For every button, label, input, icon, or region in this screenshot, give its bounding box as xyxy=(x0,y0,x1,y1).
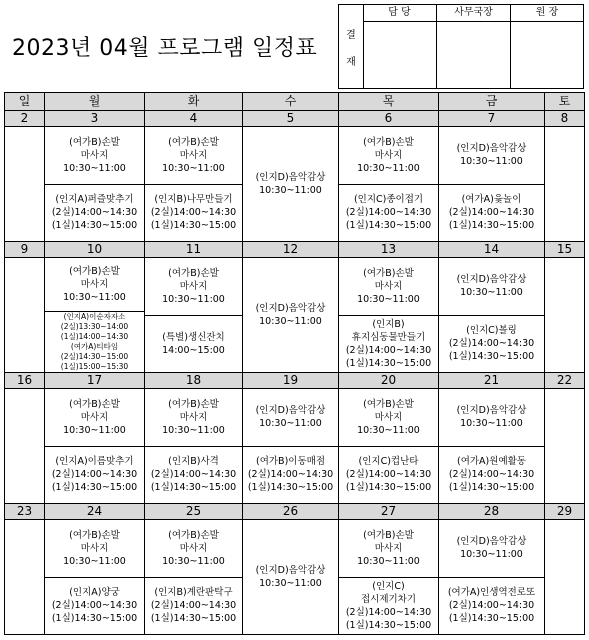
program-entry xyxy=(45,447,144,504)
week-row xyxy=(5,389,585,504)
program-line: (여가B)손발 xyxy=(69,398,120,410)
program-line: (인지B) xyxy=(372,318,405,330)
program-line: 10:30~11:00 xyxy=(357,162,420,174)
date-number: 9 xyxy=(5,242,45,258)
program-line: (2실)14:00~14:30 xyxy=(448,600,535,612)
day-cell xyxy=(243,258,339,373)
program-line: (여가B)손발 xyxy=(69,529,120,541)
program-entry xyxy=(45,389,144,447)
program-line: 10:30~11:00 xyxy=(460,156,523,168)
program-entry xyxy=(145,127,242,185)
program-line: (여가A)원예활동 xyxy=(457,456,526,468)
program-line: 10:30~11:00 xyxy=(162,555,225,567)
program-line: 14:00~15:00 xyxy=(162,344,225,356)
program-line: (2실)14:00~14:30 xyxy=(448,207,535,219)
program-entry xyxy=(45,312,144,372)
date-number: 25 xyxy=(145,504,243,520)
date-number: 28 xyxy=(439,504,545,520)
date-number: 18 xyxy=(145,373,243,389)
day-cell xyxy=(5,389,45,504)
day-cell xyxy=(243,389,339,504)
day-cell xyxy=(45,389,145,504)
day-cell xyxy=(339,520,439,635)
program-line: (2실)14:00~14:30 xyxy=(150,600,237,612)
day-cell xyxy=(45,520,145,635)
program-line: 10:30~11:00 xyxy=(460,418,523,430)
day-cell xyxy=(545,127,585,242)
program-line: 마사지 xyxy=(374,411,403,423)
date-number: 20 xyxy=(339,373,439,389)
weekday-header: 토 xyxy=(545,93,585,111)
program-line: 마사지 xyxy=(374,542,403,554)
header xyxy=(4,4,584,89)
program-line: (인지A)이름맞추기 xyxy=(55,456,134,468)
program-line: (여가B)손발 xyxy=(168,267,219,279)
program-line: 마사지 xyxy=(80,279,109,290)
day-cell xyxy=(439,520,545,635)
date-number: 6 xyxy=(339,111,439,127)
program-line: (인지D)음악감상 xyxy=(456,143,527,155)
program-line: (1실)14:30~15:00 xyxy=(345,482,432,494)
program-line: 마사지 xyxy=(179,280,208,292)
program-line: (인지D)음악감상 xyxy=(255,565,326,576)
program-line: (1실)14:30~15:00 xyxy=(345,619,432,631)
program-line: 마사지 xyxy=(179,542,208,554)
program-line: 10:30~11:00 xyxy=(63,424,126,436)
day-cell xyxy=(439,127,545,242)
program-line: (1실)14:30~15:00 xyxy=(51,613,138,625)
program-line: (2실)14:00~14:30 xyxy=(345,207,432,219)
program-entry xyxy=(45,258,144,312)
program-line: (2실)14:00~14:30 xyxy=(51,469,138,481)
date-number: 10 xyxy=(45,242,145,258)
program-entry xyxy=(439,578,544,635)
program-line: (인지D)음악감상 xyxy=(255,303,326,314)
day-cell xyxy=(145,389,243,504)
approval-role: 원 장 xyxy=(511,5,583,22)
weekday-header: 화 xyxy=(145,93,243,111)
program-line: (인지B)사격 xyxy=(168,456,219,468)
program-entry xyxy=(439,185,544,242)
program-line: (2실)14:00~14:30 xyxy=(150,207,237,219)
program-line: 마사지 xyxy=(80,149,109,161)
program-line: 10:30~11:00 xyxy=(259,185,322,196)
program-line: (인지D)음악감상 xyxy=(255,172,326,183)
program-line: (여가B)손발 xyxy=(69,136,120,148)
program-line: (인지A)이순자자소 xyxy=(63,312,126,321)
program-entry xyxy=(145,447,242,504)
program-line: (1실)14:30~15:00 xyxy=(345,357,432,369)
program-entry xyxy=(243,127,338,241)
weekday-header: 월 xyxy=(45,93,145,111)
program-line: (여가B)손발 xyxy=(363,529,414,541)
program-line: 10:30~11:00 xyxy=(259,316,322,327)
program-line: (여가B)손발 xyxy=(168,529,219,541)
approval-box xyxy=(338,4,584,89)
program-line: (인지A)퍼즐맞추기 xyxy=(55,194,134,206)
program-line: (2실)14:00~14:30 xyxy=(345,469,432,481)
program-line: (1실)14:30~15:00 xyxy=(51,220,138,232)
weekday-header: 수 xyxy=(243,93,339,111)
date-number: 5 xyxy=(243,111,339,127)
day-cell xyxy=(243,520,339,635)
program-line: 마사지 xyxy=(374,280,403,292)
program-entry xyxy=(145,316,242,373)
day-cell xyxy=(5,127,45,242)
program-entry xyxy=(145,389,242,447)
date-number: 14 xyxy=(439,242,545,258)
program-entry xyxy=(339,127,438,185)
program-line: (인지C) xyxy=(372,580,405,592)
date-number: 27 xyxy=(339,504,439,520)
program-line: (2실)14:00~14:30 xyxy=(247,469,334,481)
program-line: (여가B)손발 xyxy=(363,267,414,279)
program-line: 10:30~11:00 xyxy=(162,162,225,174)
program-entry xyxy=(145,578,242,635)
date-number: 21 xyxy=(439,373,545,389)
program-entry xyxy=(439,316,544,373)
program-entry xyxy=(243,520,338,634)
approval-role: 담 당 xyxy=(363,5,436,22)
program-line: (여가B)손발 xyxy=(69,266,120,277)
date-number: 4 xyxy=(145,111,243,127)
program-line: (여가B)손발 xyxy=(363,398,414,410)
date-number: 3 xyxy=(45,111,145,127)
approval-col-staff xyxy=(363,5,437,88)
program-entry xyxy=(45,127,144,185)
day-cell xyxy=(243,127,339,242)
program-line: (인지B)계란판탁구 xyxy=(154,587,233,599)
date-number: 19 xyxy=(243,373,339,389)
day-cell xyxy=(45,127,145,242)
day-cell xyxy=(145,127,243,242)
date-row xyxy=(5,373,585,389)
day-cell xyxy=(545,258,585,373)
date-number: 11 xyxy=(145,242,243,258)
program-line: (인지C)볼링 xyxy=(466,325,517,337)
program-entry xyxy=(145,185,242,242)
program-line: (인지D)음악감상 xyxy=(255,405,326,417)
date-number: 2 xyxy=(5,111,45,127)
date-number: 23 xyxy=(5,504,45,520)
program-entry xyxy=(339,389,438,447)
program-line: 마사지 xyxy=(80,411,109,423)
program-line: (2실)14:00~14:30 xyxy=(51,207,138,219)
program-line: (인지D)음악감상 xyxy=(456,536,527,548)
program-entry xyxy=(243,258,338,372)
program-line: (1실)14:30~15:00 xyxy=(150,613,237,625)
program-line: (2실)14:00~14:30 xyxy=(448,469,535,481)
week-row xyxy=(5,127,585,242)
program-line: (1실)14:30~15:00 xyxy=(150,220,237,232)
schedule-sheet xyxy=(4,4,584,636)
program-line: 10:30~11:00 xyxy=(460,287,523,299)
day-cell xyxy=(545,520,585,635)
program-line: (2실)14:00~14:30 xyxy=(345,344,432,356)
date-number: 22 xyxy=(545,373,585,389)
program-line: (2실)14:00~14:30 xyxy=(150,469,237,481)
program-line: (인지C)종이접기 xyxy=(353,194,424,206)
program-line: 10:30~11:00 xyxy=(259,578,322,589)
program-line: (1실)15:00~15:30 xyxy=(60,362,129,371)
program-line: 10:30~11:00 xyxy=(357,555,420,567)
weekday-header: 목 xyxy=(339,93,439,111)
date-number: 29 xyxy=(545,504,585,520)
program-line: (1실)14:30~15:00 xyxy=(51,482,138,494)
date-number: 16 xyxy=(5,373,45,389)
weekday-header: 일 xyxy=(5,93,45,111)
approval-label xyxy=(339,5,364,88)
day-cell xyxy=(339,258,439,373)
program-line: (1실)14:30~15:00 xyxy=(448,613,535,625)
day-cell xyxy=(5,520,45,635)
program-line: (1실)14:30~15:00 xyxy=(345,220,432,232)
date-number: 8 xyxy=(545,111,585,127)
program-entry xyxy=(339,185,438,242)
approval-label-2: 재 xyxy=(346,56,356,68)
program-line: (인지C)컵난타 xyxy=(358,456,419,468)
weekday-header-row xyxy=(5,93,585,111)
program-line: 10:30~11:00 xyxy=(63,555,126,567)
program-line: 마사지 xyxy=(80,542,109,554)
program-entry xyxy=(439,520,544,578)
program-entry xyxy=(145,520,242,578)
approval-label-1: 결 xyxy=(346,29,356,41)
weekday-header: 금 xyxy=(439,93,545,111)
program-line: 10:30~11:00 xyxy=(460,549,523,561)
program-line: 10:30~11:00 xyxy=(357,424,420,436)
day-cell xyxy=(145,520,243,635)
program-line: (1실)14:00~14:30 xyxy=(60,332,129,341)
program-line: (여가B)손발 xyxy=(168,136,219,148)
program-entry xyxy=(243,389,338,447)
program-entry xyxy=(243,447,338,504)
program-entry xyxy=(145,258,242,316)
program-line: (여가A)윷놀이 xyxy=(461,194,522,206)
program-line: 10:30~11:00 xyxy=(162,293,225,305)
date-row xyxy=(5,111,585,127)
program-line: (여가B)이동매점 xyxy=(256,456,325,468)
page-title: 2023년 04월 프로그램 일정표 xyxy=(12,36,318,61)
program-line: 마사지 xyxy=(374,149,403,161)
program-entry xyxy=(339,578,438,635)
program-entry xyxy=(45,520,144,578)
date-number: 26 xyxy=(243,504,339,520)
date-number: 7 xyxy=(439,111,545,127)
program-line: (특별)생신잔치 xyxy=(162,331,225,343)
program-line: (2실)14:00~14:30 xyxy=(448,338,535,350)
week-row xyxy=(5,258,585,373)
program-line: (2실)14:00~14:30 xyxy=(345,606,432,618)
day-cell xyxy=(5,258,45,373)
approval-col-manager xyxy=(437,5,511,88)
program-entry xyxy=(439,258,544,316)
program-line: 접시제기차기 xyxy=(360,593,417,605)
program-line: (인지D)음악감상 xyxy=(456,405,527,417)
program-line: (2실)14:30~15:00 xyxy=(60,352,129,361)
day-cell xyxy=(439,258,545,373)
day-cell xyxy=(545,389,585,504)
day-cell xyxy=(339,389,439,504)
program-entry xyxy=(339,316,438,373)
day-cell xyxy=(145,258,243,373)
program-line: 10:30~11:00 xyxy=(63,162,126,174)
program-line: (여가B)손발 xyxy=(168,398,219,410)
program-line: (1실)14:30~15:00 xyxy=(150,482,237,494)
program-entry xyxy=(339,258,438,316)
program-line: (여가A)티타임 xyxy=(70,342,119,351)
program-line: 10:30~11:00 xyxy=(259,418,322,430)
program-entry xyxy=(339,447,438,504)
program-line: (여가B)손발 xyxy=(363,136,414,148)
day-cell xyxy=(45,258,145,373)
date-number: 13 xyxy=(339,242,439,258)
program-entry xyxy=(439,389,544,447)
program-line: (인지D)음악감상 xyxy=(456,274,527,286)
week-row xyxy=(5,520,585,635)
program-line: 휴지심동물만들기 xyxy=(351,331,426,343)
program-line: (1실)14:30~15:00 xyxy=(448,482,535,494)
program-line: 10:30~11:00 xyxy=(162,424,225,436)
approval-role: 사무국장 xyxy=(437,5,510,22)
program-line: (여가A)인생역전로또 xyxy=(447,587,536,599)
program-line: (1실)14:30~15:00 xyxy=(448,351,535,363)
program-line: (인지A)양궁 xyxy=(69,587,120,599)
program-line: (인지B)나무만들기 xyxy=(154,194,233,206)
program-entry xyxy=(339,520,438,578)
program-line: (2실)13:30~14:00 xyxy=(60,322,129,331)
program-entry xyxy=(439,127,544,185)
calendar-grid xyxy=(4,92,585,635)
date-row xyxy=(5,242,585,258)
program-line: (1실)14:30~15:00 xyxy=(247,482,334,494)
day-cell xyxy=(339,127,439,242)
program-line: 10:30~11:00 xyxy=(63,292,126,303)
program-line: (2실)14:00~14:30 xyxy=(51,600,138,612)
date-number: 24 xyxy=(45,504,145,520)
date-number: 15 xyxy=(545,242,585,258)
day-cell xyxy=(439,389,545,504)
date-row xyxy=(5,504,585,520)
approval-col-director xyxy=(511,5,583,88)
program-entry xyxy=(45,185,144,242)
date-number: 12 xyxy=(243,242,339,258)
program-line: (1실)14:30~15:00 xyxy=(448,220,535,232)
date-number: 17 xyxy=(45,373,145,389)
program-line: 마사지 xyxy=(179,149,208,161)
program-entry xyxy=(439,447,544,504)
program-line: 마사지 xyxy=(179,411,208,423)
program-line: 10:30~11:00 xyxy=(357,293,420,305)
program-entry xyxy=(45,578,144,635)
